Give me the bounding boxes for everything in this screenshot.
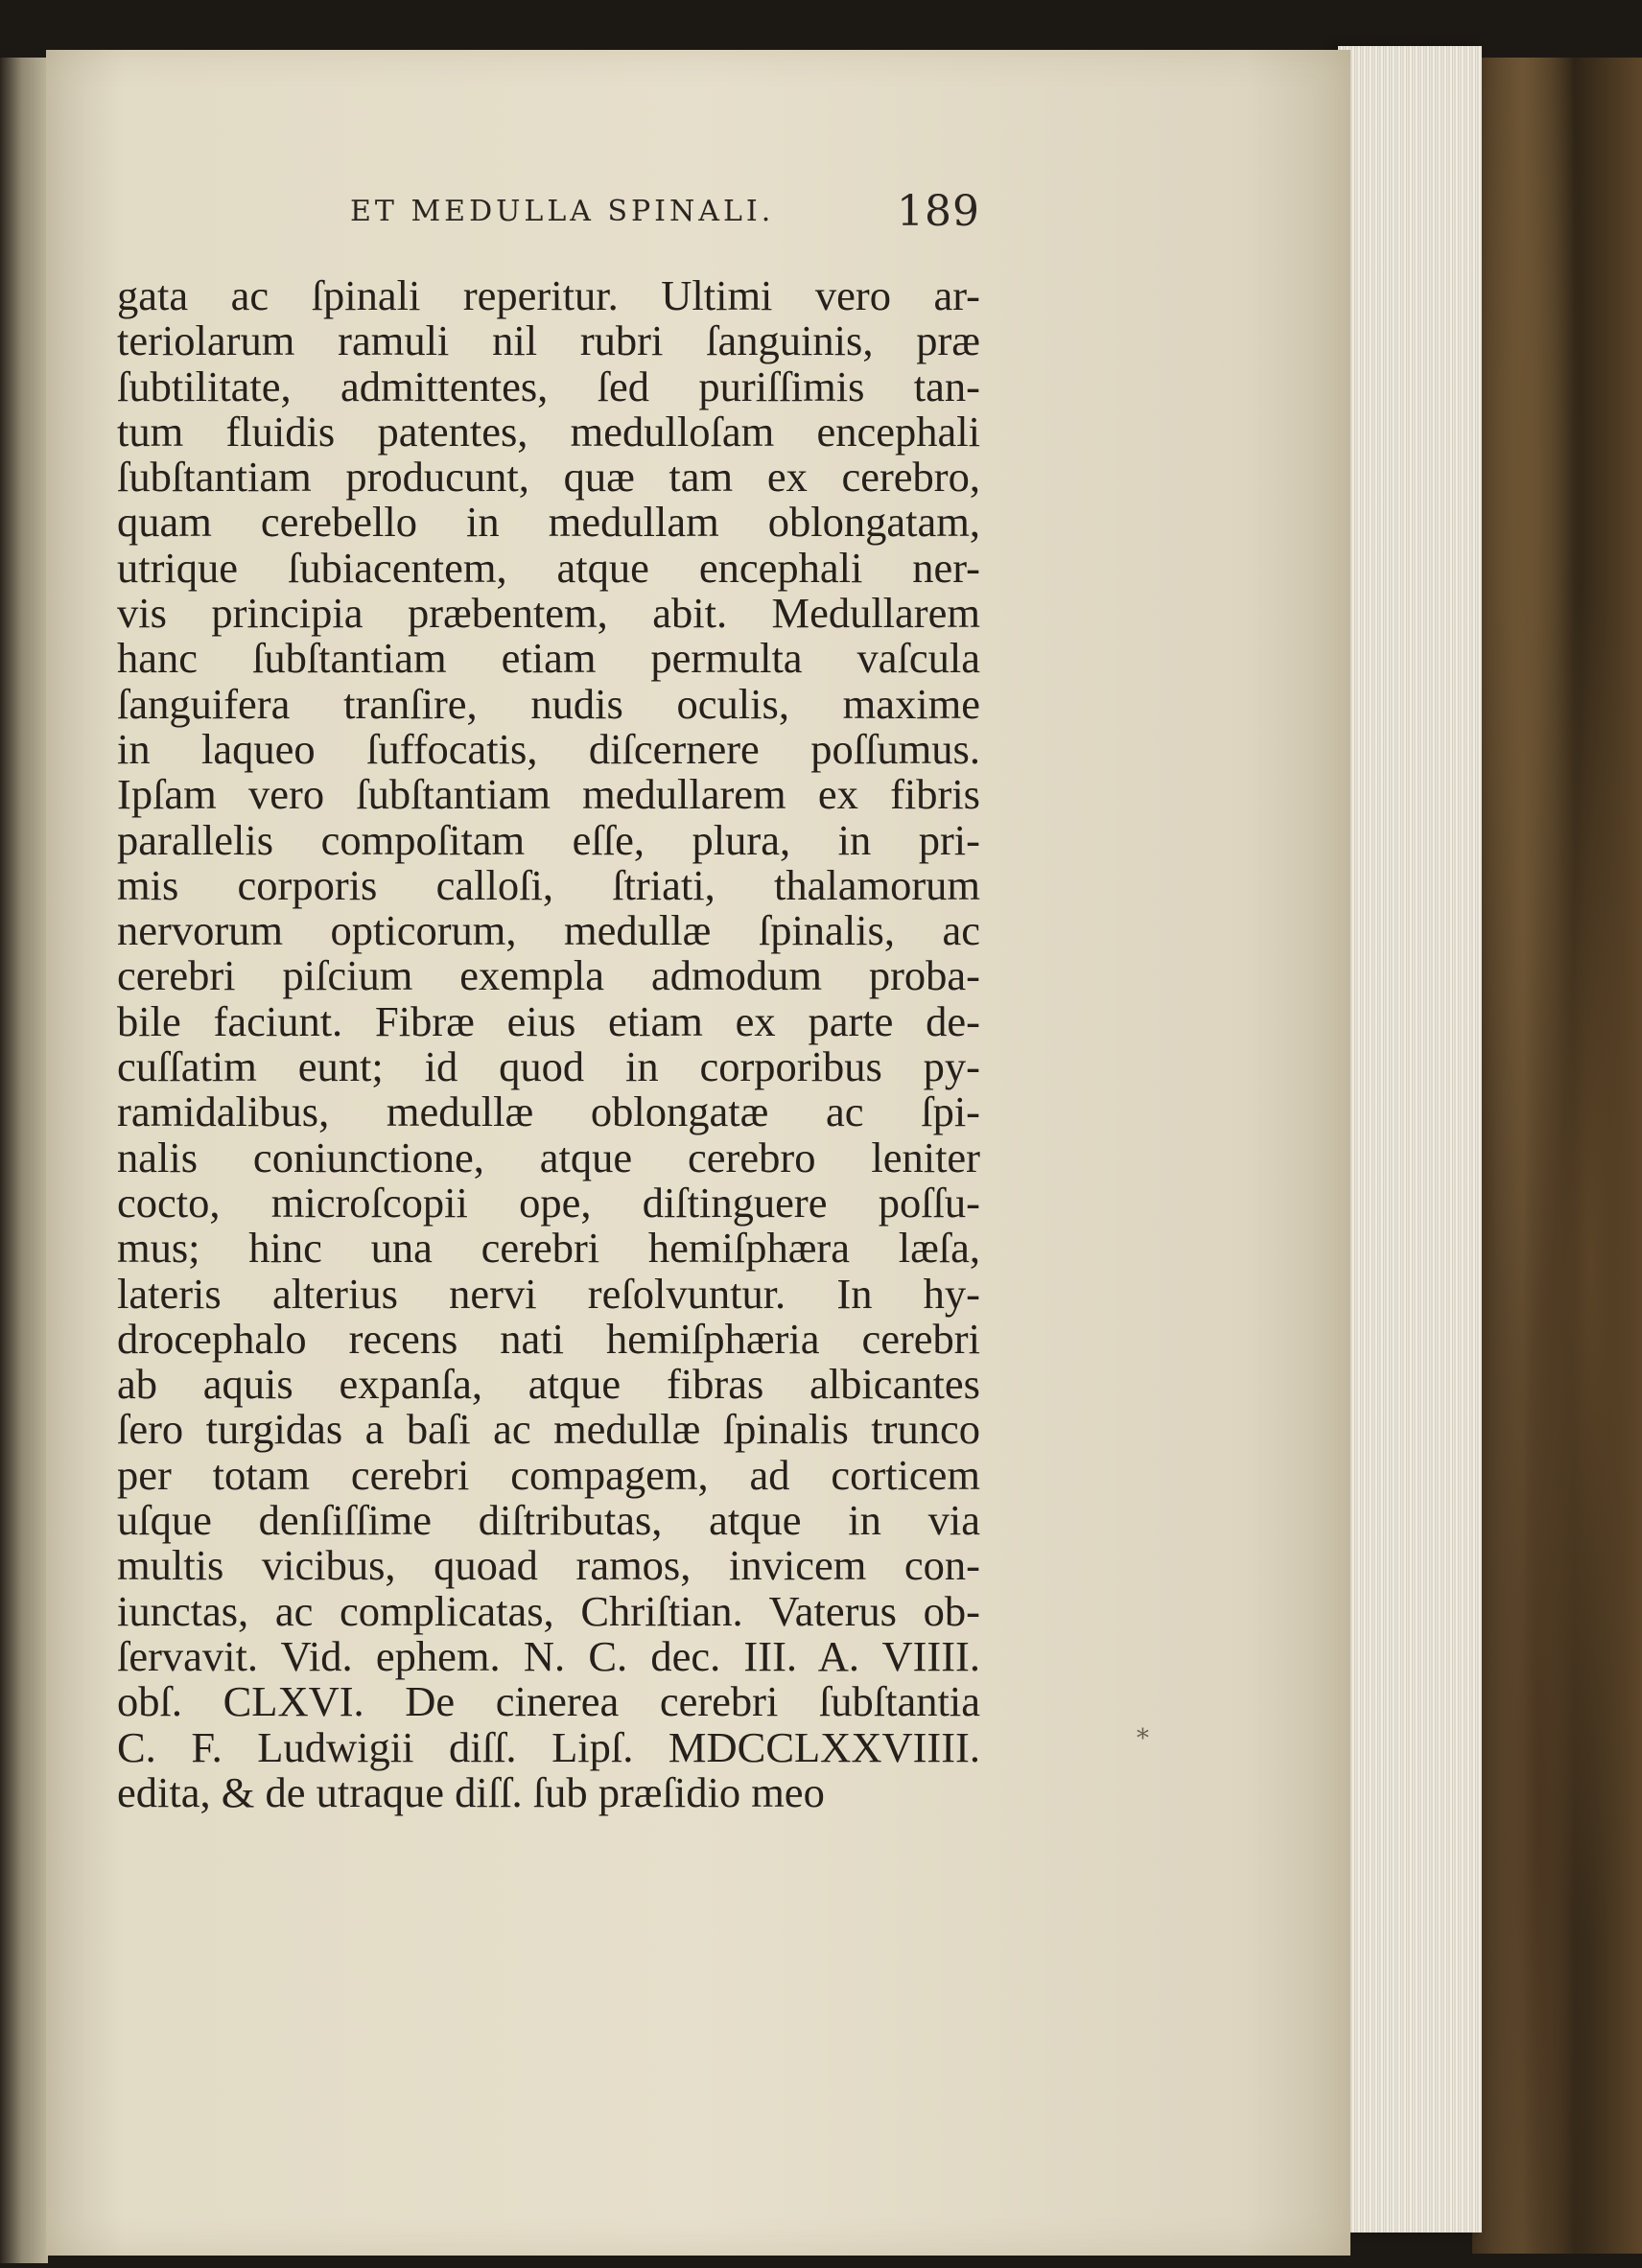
- text-line: utrique ſubiacentem, atque encephali ner-: [117, 543, 980, 592]
- text-line: edita, & de utraque diſſ. ſub præſidio meo: [117, 1767, 825, 1816]
- text-line: bile faciunt. Fibræ eius etiam ex parte de-: [117, 996, 980, 1045]
- text-line: hanc ſubſtantiam etiam permulta vaſcula: [117, 634, 980, 683]
- text-line: multis vicibus, quoad ramos, invicem con-: [117, 1541, 980, 1590]
- text-line: mus; hinc una cerebri hemiſphæra læſa,: [117, 1224, 980, 1273]
- text-line: lateris alterius nervi reſolvuntur. In hy-: [117, 1269, 980, 1318]
- book-cover-binding: [1472, 58, 1642, 2254]
- running-title: ET MEDULLA SPINALI.: [350, 195, 775, 228]
- text-line: nervorum opticorum, medullæ ſpinalis, ac: [117, 906, 980, 955]
- text-line: obſ. CLXVI. De cinerea cerebri ſubſtantia: [117, 1677, 980, 1726]
- text-line: uſque denſiſſime diſtributas, atque in via: [117, 1496, 980, 1545]
- margin-mark: ⁎: [1137, 1717, 1149, 1745]
- text-line: gata ac ſpinali reperitur. Ultimi vero ar-: [117, 271, 980, 319]
- text-line: nalis coniunctione, atque cerebro leniter: [117, 1133, 980, 1181]
- text-line: Ipſam vero ſubſtantiam medullarem ex fibris: [117, 770, 980, 819]
- text-line: ſubtilitate, admittentes, ſed puriſſimis tan-: [117, 362, 980, 410]
- facing-page-edge: [0, 58, 48, 2263]
- text-line: ab aquis expanſa, atque fibras albicantes: [117, 1360, 980, 1409]
- page-number: 189: [897, 187, 980, 236]
- text-line: ramidalibus, medullæ oblongatæ ac ſpi-: [117, 1087, 980, 1136]
- text-line: drocephalo recens nati hemiſphæria cerebri: [117, 1314, 980, 1363]
- text-line: in laqueo ſuffocatis, diſcernere poſſumus.: [117, 724, 980, 773]
- text-line: per totam cerebri compagem, ad corticem: [117, 1450, 980, 1499]
- text-line: vis principia præbentem, abit. Medullarem: [117, 589, 980, 638]
- text-line: parallelis compoſitam eſſe, plura, in pri-: [117, 815, 980, 864]
- text-line: cuſſatim eunt; id quod in corporibus py-: [117, 1042, 980, 1091]
- body-text: [117, 273, 980, 1815]
- text-line: cocto, microſcopii ope, diſtinguere poſſu-: [117, 1178, 980, 1227]
- text-line: mis corporis calloſi, ſtriati, thalamorum: [117, 860, 980, 909]
- text-line: C. F. Ludwigii diſſ. Lipſ. MDCCLXXVIIII.: [117, 1722, 980, 1771]
- text-line: ſero turgidas a baſi ac medullæ ſpinalis trunco: [117, 1405, 980, 1454]
- text-line: cerebri piſcium exempla admodum proba-: [117, 951, 980, 1000]
- text-line: quam cerebello in medullam oblongatam,: [117, 498, 980, 547]
- page-block-edge: [1338, 46, 1482, 2233]
- text-line: teriolarum ramuli nil rubri ſanguinis, præ: [117, 316, 980, 365]
- text-line: ſanguifera tranſire, nudis oculis, maxime: [117, 679, 980, 728]
- text-line: ſervavit. Vid. ephem. N. C. dec. III. A. VIIII.: [117, 1631, 980, 1680]
- text-line: iunctas, ac complicatas, Chriſtian. Vaterus ob-: [117, 1586, 980, 1635]
- text-line: tum fluidis patentes, medulloſam encephali: [117, 407, 980, 456]
- text-line: ſubſtantiam producunt, quæ tam ex cerebro,: [117, 453, 980, 502]
